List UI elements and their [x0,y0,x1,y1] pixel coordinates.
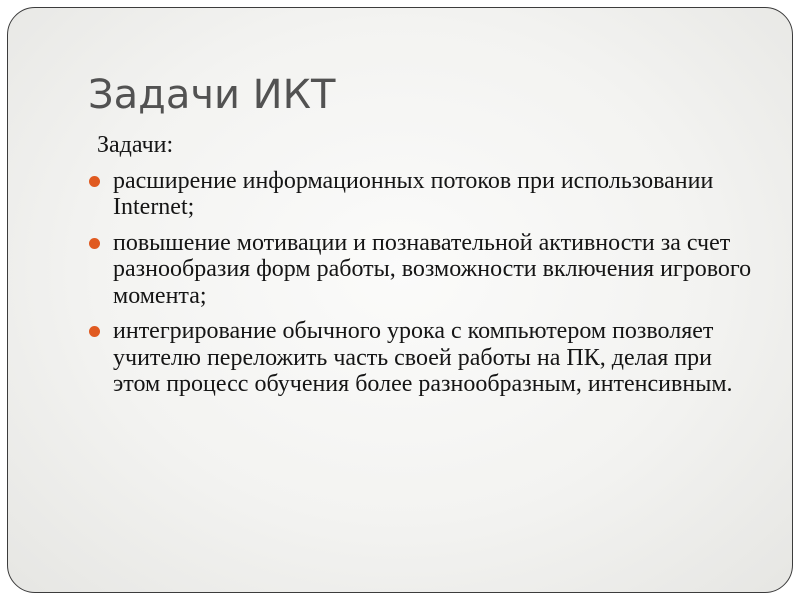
slide [7,7,793,593]
bullet-text: повышение мотивации и познавательной активности за счет разнообразия форм работы, возможности включения игрового момента; [113,229,752,309]
slide-body [84,132,764,407]
bullet-dot-icon [89,238,100,249]
bullet-item [84,168,764,221]
slide-title: Задачи ИКТ [88,72,336,118]
bullet-dot-icon [89,326,100,337]
bullet-text: интегрирование обычного урока с компьютером позволяет учителю переложить часть своей работы на ПК, делая при этом процесс обучения более разнообразным, интенсивным. [113,318,733,397]
bullet-item [84,318,764,398]
bullet-list [84,168,764,398]
bullet-item [84,230,764,310]
bullet-dot-icon [89,176,100,187]
intro-text: Задачи: [97,132,174,158]
bullet-text: расширение информационных потоков при использовании Internet; [113,167,714,220]
